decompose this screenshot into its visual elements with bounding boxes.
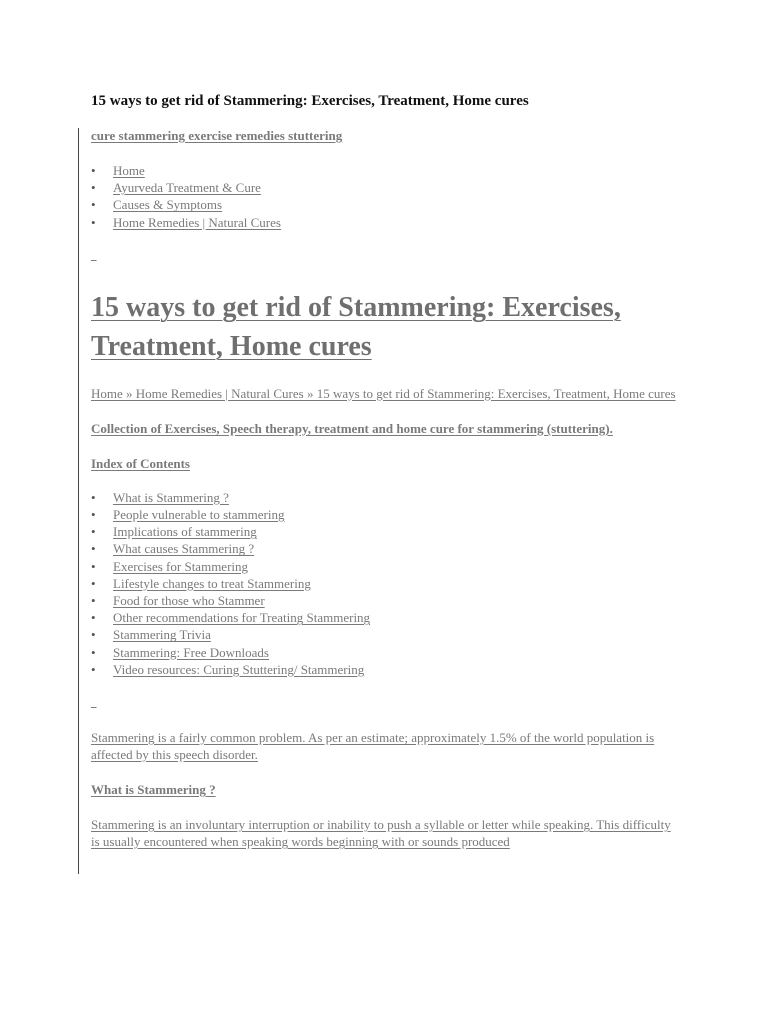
- separator-mark: _: [91, 249, 97, 262]
- bullet-icon: •: [91, 489, 96, 505]
- bullet-icon: •: [91, 214, 96, 230]
- section-heading[interactable]: [91, 781, 681, 798]
- bullet-icon: •: [91, 610, 96, 626]
- nav-item-label[interactable]: Home: [113, 163, 145, 178]
- toc-item[interactable]: [91, 661, 681, 678]
- toc-item[interactable]: [91, 626, 681, 643]
- page-content: [91, 127, 681, 850]
- toc-item-label[interactable]: Exercises for Stammering: [113, 558, 249, 574]
- nav-item-label[interactable]: Causes & Symptoms: [113, 197, 223, 213]
- subtitle-link[interactable]: Collection of Exercises, Speech therapy, treatment and home cure for stammering (stuttering).: [91, 420, 613, 436]
- nav-item-home[interactable]: [91, 162, 681, 179]
- bullet-icon: •: [91, 558, 96, 574]
- toc-item[interactable]: [91, 489, 681, 506]
- bullet-icon: •: [91, 661, 96, 677]
- toc-item[interactable]: [91, 558, 681, 575]
- bullet-icon: •: [91, 644, 96, 660]
- toc-item[interactable]: [91, 575, 681, 592]
- toc-item-label[interactable]: What is Stammering ?: [113, 489, 229, 505]
- bullet-icon: •: [91, 163, 96, 178]
- toc-item-label[interactable]: Other recommendations for Treating Stammering: [113, 610, 371, 626]
- bullet-icon: •: [91, 627, 96, 643]
- bullet-icon: •: [91, 180, 96, 196]
- nav-item-label[interactable]: Ayurveda Treatment & Cure: [113, 180, 261, 196]
- left-border-rule: [78, 128, 79, 874]
- index-heading[interactable]: [91, 455, 681, 472]
- toc-item[interactable]: [91, 592, 681, 609]
- toc-item[interactable]: [91, 506, 681, 523]
- toc-item-label[interactable]: Lifestyle changes to treat Stammering: [113, 575, 311, 591]
- article-title[interactable]: 15 ways to get rid of Stammering: Exercises, Treatment, Home cures: [91, 291, 621, 362]
- intro-paragraph[interactable]: [91, 729, 681, 763]
- toc-list: [91, 489, 681, 678]
- section-heading-link[interactable]: What is Stammering ?: [91, 782, 216, 798]
- tags-link-text[interactable]: cure stammering exercise remedies stuttering: [91, 128, 343, 143]
- breadcrumb[interactable]: [91, 385, 681, 402]
- toc-item-label[interactable]: Stammering: Free Downloads: [113, 644, 269, 660]
- toc-item[interactable]: [91, 540, 681, 557]
- nav-item-label[interactable]: Home Remedies | Natural Cures: [113, 214, 281, 230]
- bullet-icon: •: [91, 575, 96, 591]
- nav-item-ayurveda[interactable]: [91, 179, 681, 196]
- separator-mark: _: [91, 697, 97, 710]
- toc-item-label[interactable]: Implications of stammering: [113, 524, 257, 540]
- toc-item[interactable]: [91, 609, 681, 626]
- toc-item-label[interactable]: What causes Stammering ?: [113, 541, 255, 557]
- intro-paragraph-text[interactable]: Stammering is a fairly common problem. As per an estimate; approximately 1.5% of the world population is affected by this speech disorder.: [91, 730, 655, 763]
- nav-list: [91, 162, 681, 231]
- section-paragraph[interactable]: [91, 816, 681, 850]
- toc-item[interactable]: [91, 644, 681, 661]
- toc-item-label[interactable]: People vulnerable to stammering: [113, 507, 285, 523]
- index-heading-link[interactable]: Index of Contents: [91, 455, 190, 471]
- bullet-icon: •: [91, 507, 96, 523]
- toc-item-label[interactable]: Food for those who Stammer: [113, 593, 265, 609]
- nav-item-home-remedies[interactable]: [91, 214, 681, 231]
- toc-item[interactable]: [91, 523, 681, 540]
- nav-item-causes[interactable]: [91, 196, 681, 213]
- bullet-icon: •: [91, 541, 96, 557]
- bullet-icon: •: [91, 197, 96, 213]
- breadcrumb-link[interactable]: Home » Home Remedies | Natural Cures » 15 ways to get rid of Stammering: Exercises, Treatment, Home cures: [91, 385, 676, 401]
- bullet-icon: •: [91, 524, 96, 540]
- toc-item-label[interactable]: Stammering Trivia: [113, 627, 211, 643]
- toc-item-label[interactable]: Video resources: Curing Stuttering/ Stammering: [113, 661, 365, 677]
- tags-link[interactable]: [91, 127, 681, 144]
- section-paragraph-text[interactable]: Stammering is an involuntary interruption or inability to push a syllable or letter while speaking. This difficulty is usually encountered when speaking words beginning with or sounds produced: [91, 817, 671, 850]
- document-title: 15 ways to get rid of Stammering: Exercises, Treatment, Home cures: [91, 93, 529, 109]
- bullet-icon: •: [91, 593, 96, 609]
- article-subtitle[interactable]: [91, 420, 681, 437]
